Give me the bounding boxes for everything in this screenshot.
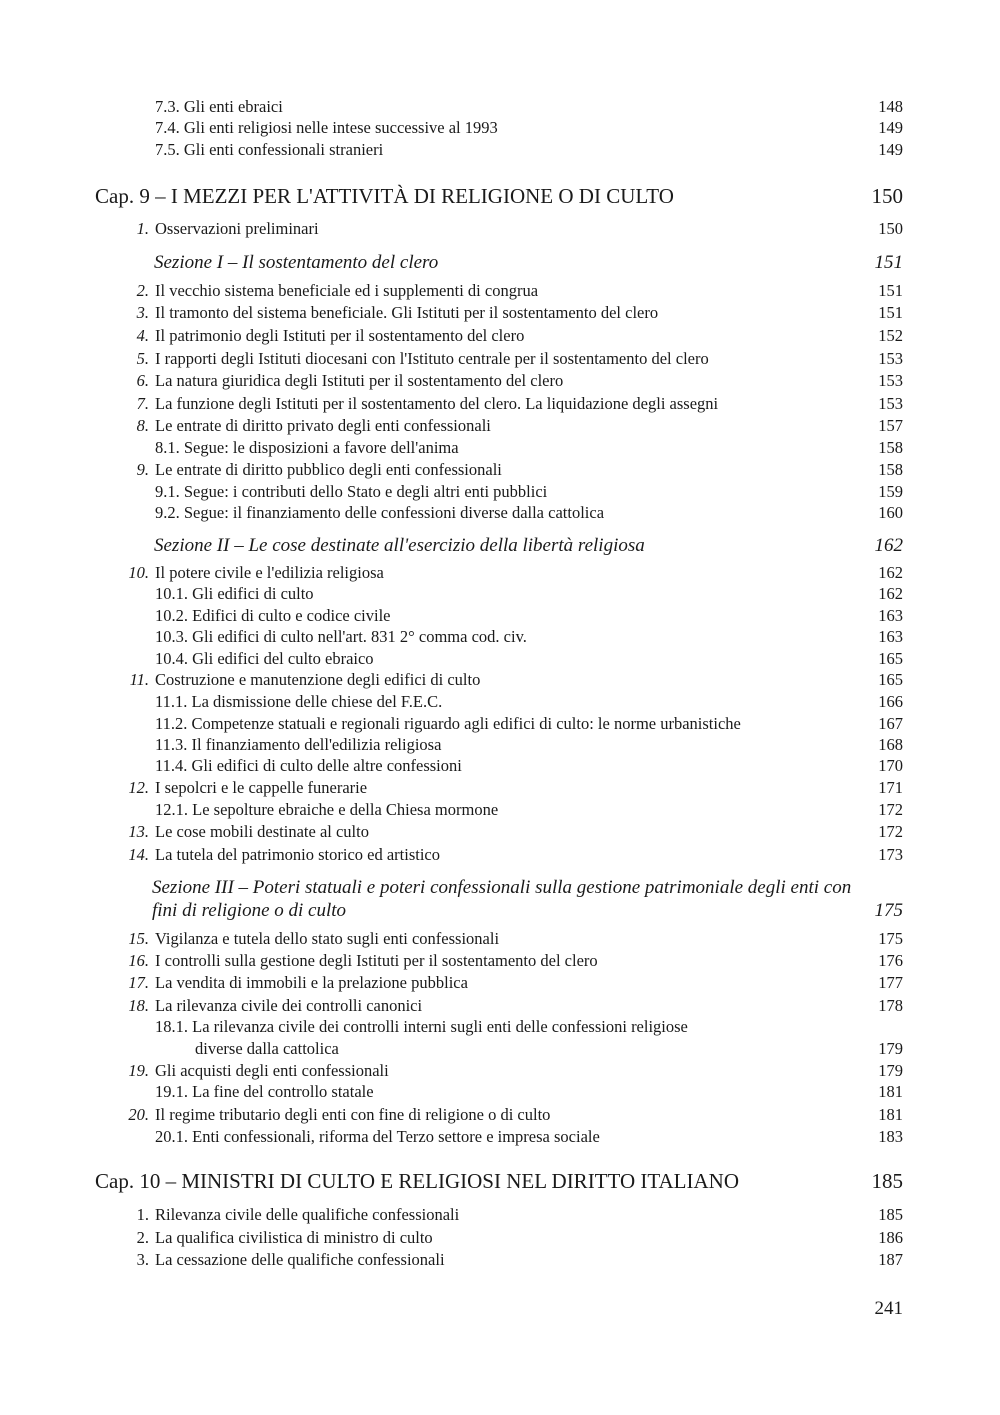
entry-page: 158: [878, 460, 903, 479]
entry-page: 187: [878, 1250, 903, 1269]
entry-title: La tutela del patrimonio storico ed artistico: [155, 845, 440, 864]
entry-number: 20.: [128, 1105, 149, 1124]
entry-title: Il tramonto del sistema beneficiale. Gli Istituti per il sostentamento del clero: [155, 303, 659, 322]
page-number: 241: [874, 1298, 903, 1319]
section-title: Sezione I – Il sostentamento del clero: [154, 252, 439, 273]
entry-title: La cessazione delle qualifiche confessionali: [155, 1250, 445, 1269]
entry-title: La natura giuridica degli Istituti per il sostentamento del clero: [155, 371, 564, 390]
subentry-title: 7.3. Gli enti ebraici: [155, 97, 283, 116]
subentry-title: 11.3. Il finanziamento dell'edilizia religiosa: [155, 735, 442, 754]
entry-number: 15.: [128, 929, 149, 948]
entry-title: Le entrate di diritto pubblico degli enti confessionali: [155, 460, 502, 479]
entry-title: I sepolcri e le cappelle funerarie: [155, 778, 368, 797]
subentry-title: 7.4. Gli enti religiosi nelle intese successive al 1993: [155, 118, 498, 137]
entry-number: 3.: [136, 303, 149, 322]
subentry-page: 163: [878, 606, 903, 625]
entry-number: 16.: [128, 951, 149, 970]
section-title-cont: fini di religione o di culto: [152, 900, 347, 921]
subentry-title: 11.2. Competenze statuali e regionali riguardo agli edifici di culto: le norme urbanistiche: [155, 714, 741, 733]
entry-title: Gli acquisti degli enti confessionali: [155, 1061, 389, 1080]
subentry-page: 162: [878, 584, 903, 603]
entry-title: La qualifica civilistica di ministro di culto: [155, 1228, 433, 1247]
subentry-page: 165: [878, 649, 903, 668]
entry-page: 165: [878, 670, 903, 689]
entry-page: 178: [878, 996, 903, 1015]
entry-title: Il vecchio sistema beneficiale ed i supplementi di congrua: [155, 281, 539, 300]
entry-title: La funzione degli Istituti per il sostentamento del clero. La liquidazione degli assegni: [155, 394, 719, 413]
section-page: 162: [874, 535, 903, 556]
subentry-page: 168: [878, 735, 903, 754]
subentry-page: 148: [878, 97, 903, 116]
subentry-title: 12.1. Le sepolture ebraiche e della Chiesa mormone: [155, 800, 499, 819]
entry-title: Il patrimonio degli Istituti per il sostentamento del clero: [155, 326, 525, 345]
entry-number: 14.: [128, 845, 149, 864]
subentry-page: 167: [878, 714, 903, 733]
entry-number: 7.: [136, 394, 149, 413]
entry-title: I controlli sulla gestione degli Istituti per il sostentamento del clero: [155, 951, 598, 970]
entry-page: 152: [878, 326, 903, 345]
subentry-page: 172: [878, 800, 903, 819]
entry-page: 181: [878, 1105, 903, 1124]
entry-number: 18.: [128, 996, 149, 1015]
entry-title: Il regime tributario degli enti con fine di religione o di culto: [155, 1105, 551, 1124]
subentry-title: 8.1. Segue: le disposizioni a favore dell'anima: [155, 438, 459, 457]
section-title: Sezione III – Poteri statuali e poteri confessionali sulla gestione patrimoniale degli enti con: [152, 877, 852, 898]
entry-page: 186: [878, 1228, 903, 1247]
entry-number: 12.: [128, 778, 149, 797]
entry-number: 2.: [136, 1228, 149, 1247]
chapter-page: 185: [871, 1169, 903, 1193]
entry-title: Osservazioni preliminari: [155, 219, 319, 238]
entry-title: Le cose mobili destinate al culto: [155, 822, 369, 841]
entry-number: 3.: [136, 1250, 149, 1269]
section-page: 175: [874, 900, 903, 921]
entry-number: 17.: [128, 973, 149, 992]
subentry-title: 11.4. Gli edifici di culto delle altre confessioni: [155, 756, 462, 775]
subentry-page: 158: [878, 438, 903, 457]
entry-page: 150: [878, 219, 903, 238]
subentry-page: 149: [878, 140, 903, 159]
entry-title: Le entrate di diritto privato degli enti confessionali: [155, 416, 491, 435]
entry-title: Rilevanza civile delle qualifiche confessionali: [155, 1205, 460, 1224]
entry-title: La rilevanza civile dei controlli canonici: [155, 996, 423, 1015]
entry-page: 151: [878, 281, 903, 300]
subentry-title: 11.1. La dismissione delle chiese del F.E.C.: [155, 692, 443, 711]
subentry-page: 159: [878, 482, 903, 501]
subentry-page: 179: [878, 1039, 903, 1058]
entry-title: La vendita di immobili e la prelazione pubblica: [155, 973, 468, 992]
entry-page: 185: [878, 1205, 903, 1224]
chapter-title: Cap. 9 – I MEZZI PER L'ATTIVITÀ DI RELIGIONE O DI CULTO: [95, 184, 674, 208]
entry-number: 6.: [136, 371, 149, 390]
entry-page: 172: [878, 822, 903, 841]
entry-number: 8.: [136, 416, 149, 435]
entry-number: 9.: [136, 460, 149, 479]
entry-number: 5.: [136, 349, 149, 368]
entry-number: 13.: [128, 822, 149, 841]
subentry-page: 183: [878, 1127, 903, 1146]
entry-page: 151: [878, 303, 903, 322]
chapter-page: 150: [871, 184, 903, 208]
subentry-title: 10.2. Edifici di culto e codice civile: [155, 606, 391, 625]
entry-page: 171: [878, 778, 903, 797]
entry-number: 1.: [136, 219, 149, 238]
subentry-title: 9.1. Segue: i contributi dello Stato e degli altri enti pubblici: [155, 482, 548, 501]
subentry-page: 170: [878, 756, 903, 775]
chapter-title: Cap. 10 – MINISTRI DI CULTO E RELIGIOSI NEL DIRITTO ITALIANO: [95, 1169, 739, 1193]
subentry-title: 19.1. La fine del controllo statale: [155, 1082, 374, 1101]
entry-page: 176: [878, 951, 903, 970]
subentry-title: 9.2. Segue: il finanziamento delle confessioni diverse dalla cattolica: [155, 503, 605, 522]
entry-page: 179: [878, 1061, 903, 1080]
entry-page: 153: [878, 371, 903, 390]
entry-page: 175: [878, 929, 903, 948]
entry-title: Costruzione e manutenzione degli edifici di culto: [155, 670, 481, 689]
entry-number: 19.: [128, 1061, 149, 1080]
subentry-title: 7.5. Gli enti confessionali stranieri: [155, 140, 384, 159]
entry-page: 173: [878, 845, 903, 864]
entry-title: I rapporti degli Istituti diocesani con l'Istituto centrale per il sostentamento del clero: [155, 349, 709, 368]
entry-number: 4.: [136, 326, 149, 345]
entry-title: Il potere civile e l'edilizia religiosa: [155, 563, 384, 582]
subentry-page: 160: [878, 503, 903, 522]
entry-page: 162: [878, 563, 903, 582]
entry-page: 153: [878, 349, 903, 368]
entry-number: 11.: [129, 670, 149, 689]
subentry-page: 166: [878, 692, 903, 711]
subentry-page: 181: [878, 1082, 903, 1101]
entry-number: 1.: [136, 1205, 149, 1224]
section-page: 151: [874, 252, 903, 273]
subentry-title: 10.1. Gli edifici di culto: [155, 584, 314, 603]
subentry-title: 20.1. Enti confessionali, riforma del Terzo settore e impresa sociale: [155, 1127, 600, 1146]
subentry-title: 18.1. La rilevanza civile dei controlli interni sugli enti delle confessioni religiose: [155, 1017, 688, 1036]
entry-title: Vigilanza e tutela dello stato sugli enti confessionali: [155, 929, 500, 948]
entry-number: 10.: [128, 563, 149, 582]
subentry-title: 10.4. Gli edifici del culto ebraico: [155, 649, 374, 668]
subentry-page: 163: [878, 627, 903, 646]
entry-number: 2.: [136, 281, 149, 300]
subentry-page: 149: [878, 118, 903, 137]
section-title: Sezione II – Le cose destinate all'esercizio della libertà religiosa: [154, 535, 645, 556]
subentry-title: 10.3. Gli edifici di culto nell'art. 831 2° comma cod. civ.: [155, 627, 527, 646]
subentry-title-cont: diverse dalla cattolica: [195, 1039, 339, 1058]
entry-page: 177: [878, 973, 903, 992]
entry-page: 157: [878, 416, 903, 435]
entry-page: 153: [878, 394, 903, 413]
